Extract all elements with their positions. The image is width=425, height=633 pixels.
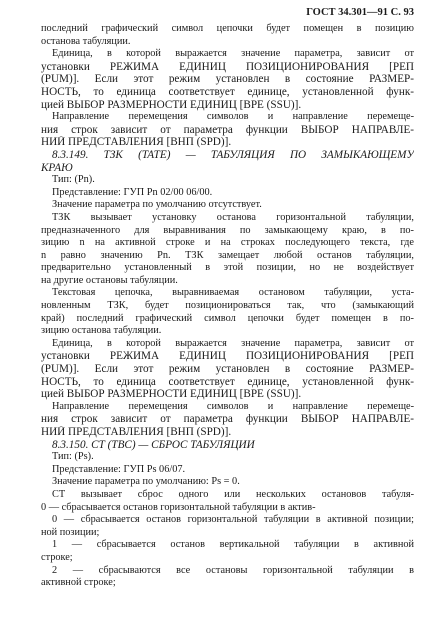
text-line: Представление: ГУП Pn 02/00 06/00. bbox=[52, 186, 213, 198]
text-line: установки РЕЖИМА ЕДИНИЦ ПОЗИЦИОНИРОВАНИЯ [РЕП bbox=[41, 350, 414, 363]
text-line: предназначенного для выравнивания по замыкающему краю, в по- bbox=[41, 224, 414, 236]
text-line: Тип: (Ps). bbox=[52, 451, 94, 463]
body-text bbox=[41, 23, 414, 590]
text-line: ния строк зависит от параметра функции ВЫБОР НАПРАВЛЕ- bbox=[41, 413, 414, 426]
text-line: останова табуляции. bbox=[41, 35, 131, 47]
text-line: ТЗК вызывает установку останова горизонтальной табуляции, bbox=[52, 211, 414, 223]
text-line: Единица, в которой выражается значение параметра, зависит от bbox=[52, 337, 414, 349]
text-line: зицию n на активной строке и на строках последующего текста, где bbox=[41, 237, 414, 249]
text-line: Значение параметра по умолчанию: Ps = 0. bbox=[52, 476, 240, 488]
text-line: Направление перемещения символов и направление перемеще- bbox=[52, 111, 414, 123]
text-line: цией ВЫБОР РАЗМЕРНОСТИ ЕДИНИЦ [ВРЕ (SSU)]. bbox=[41, 388, 302, 401]
text-line: строке; bbox=[41, 551, 73, 563]
text-line: 8.3.150. СТ (TBC) — СБРОС ТАБУЛЯЦИИ bbox=[52, 438, 255, 451]
text-line: последний графический символ цепочки будет помещен в позицию bbox=[41, 23, 414, 34]
text-line: СТ вызывает сброс одного или нескольких остановов табуля- bbox=[52, 488, 414, 500]
text-line: активной строке; bbox=[41, 577, 116, 589]
text-line: Единица, в которой выражается значение параметра, зависит от bbox=[52, 48, 414, 60]
text-line: КРАЮ bbox=[41, 161, 73, 174]
text-line: установки РЕЖИМА ЕДИНИЦ ПОЗИЦИОНИРОВАНИЯ [РЕП bbox=[41, 60, 414, 73]
text-line: НИЙ ПРЕДСТАВЛЕНИЯ [ВНП (SPD)]. bbox=[41, 426, 232, 438]
text-line: НОСТЬ, то единица соответствует единице, установленной функ- bbox=[41, 375, 414, 388]
text-line: цией ВЫБОР РАЗМЕРНОСТИ ЕДИНИЦ [ВРЕ (SSU)]. bbox=[41, 98, 302, 111]
text-line: (PUM)]. Если этот режим установлен в состояние РАЗМЕР- bbox=[41, 73, 414, 86]
text-line: 2 — сбрасываются все остановы горизонтальной табуляции в bbox=[52, 564, 414, 576]
text-line: НИЙ ПРЕДСТАВЛЕНИЯ [ВНП (SPD)]. bbox=[41, 136, 232, 149]
text-line: Представление: ГУП Ps 06/07. bbox=[52, 463, 186, 475]
text-line: Значение параметра по умолчанию отсутствует. bbox=[52, 199, 262, 211]
text-line: новленным ТЗК, будет позиционироваться так, что (замыкающий bbox=[41, 300, 414, 312]
text-line: Текстовая цепочка, выравниваемая остановом табуляции, уста- bbox=[52, 287, 414, 299]
text-line: n равно значению Pn. ТЗК замещает любой останов табуляции, bbox=[41, 249, 414, 261]
text-line: 0 — сбрасывается останов горизонтальной табуляции в активной позиции; bbox=[52, 514, 414, 526]
text-line: Тип: (Pn). bbox=[52, 174, 95, 186]
text-line: край) последний графический символ цепочки будет помещен в по- bbox=[41, 312, 414, 324]
text-line: ния строк зависит от параметра функции ВЫБОР НАПРАВЛЕ- bbox=[41, 123, 414, 136]
text-line: 8.3.149. ТЗК (TATE) — ТАБУЛЯЦИЯ ПО ЗАМЫКАЮЩЕМУ bbox=[52, 148, 414, 161]
text-line: НОСТЬ, то единица соответствует единице, установленной функ- bbox=[41, 85, 414, 98]
text-line: на другие остановы табуляции. bbox=[41, 274, 178, 286]
text-line: (PUM)]. Если этот режим установлен в состояние РАЗМЕР- bbox=[41, 363, 414, 376]
text-line: ной позиции; bbox=[41, 526, 100, 538]
text-line: зицию останова табуляции. bbox=[41, 325, 162, 337]
page-header: ГОСТ 34.301—91 С. 93 bbox=[306, 7, 414, 18]
text-line: предварительно установленный в этой позиции, но не воздействует bbox=[41, 262, 414, 274]
text-line: Направление перемещения символов и направление перемеще- bbox=[52, 400, 414, 412]
text-line: 0 — сбрасывается останов горизонтальной табуляции в актив- bbox=[41, 501, 316, 513]
text-line: 1 — сбрасывается останов вертикальной табуляции в активной bbox=[52, 539, 414, 551]
